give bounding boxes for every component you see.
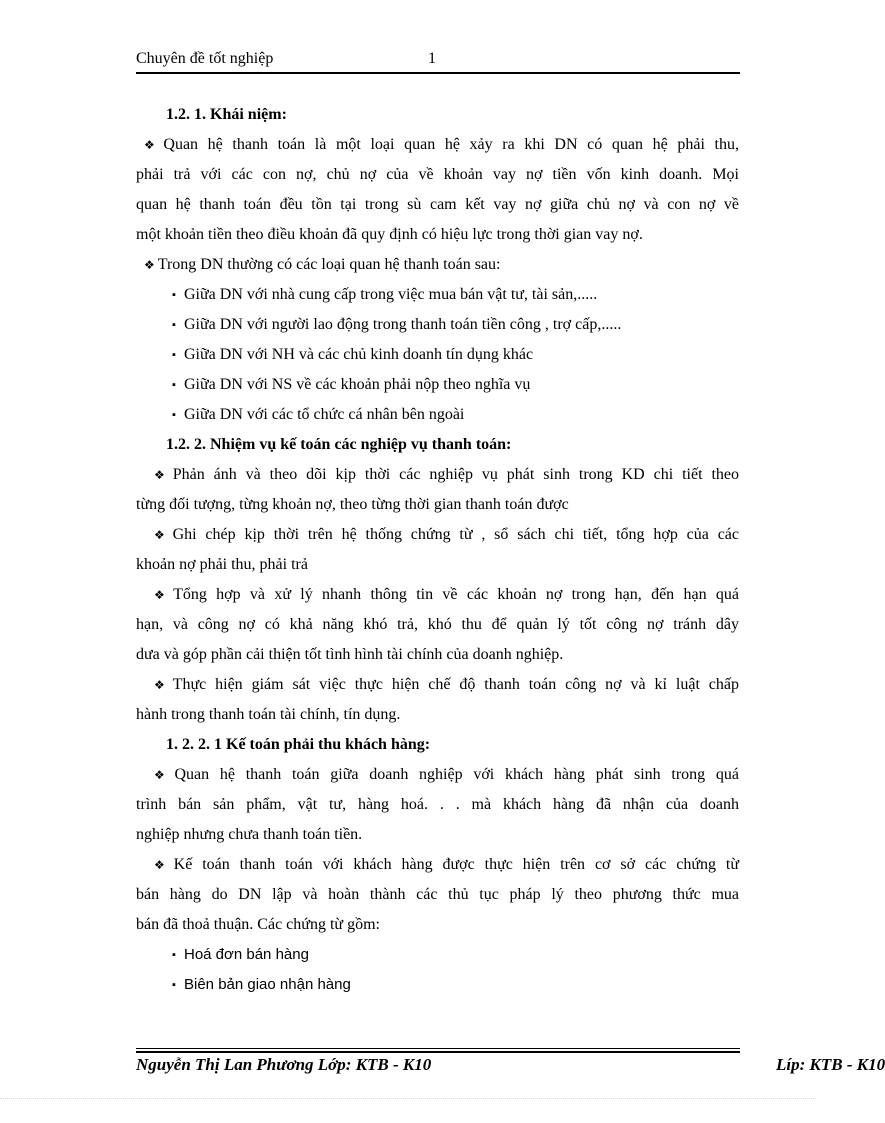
diamond-bullet-icon: ❖ — [154, 468, 170, 482]
diamond-bullet-icon: ❖ — [144, 138, 161, 152]
paragraph-line: ❖ Phản ánh và theo dõi kịp thời các nghiệp vụ phát sinh trong KD chi tiết theo — [154, 466, 739, 483]
paragraph-line: phải trả với các con nợ, chủ nợ của về khoản vay nợ tiền vốn kinh doanh. Mọi — [136, 166, 739, 183]
paragraph-line: ❖ Quan hệ thanh toán giữa doanh nghiệp với khách hàng phát sinh trong quá — [154, 766, 739, 783]
paragraph-line: ❖ Ghi chép kịp thời trên hệ thống chứng từ , sổ sách chi tiết, tổng hợp của các — [154, 526, 739, 543]
document-body — [136, 100, 739, 1000]
diamond-bullet-icon: ❖ — [154, 678, 170, 692]
page-number: 1 — [428, 50, 436, 67]
page-header — [136, 50, 740, 74]
footer-class: Líp: KTB - K10 — [776, 1055, 885, 1074]
paragraph-line: hành trong thanh toán tài chính, tín dụng. — [136, 706, 401, 723]
paragraph-line: ❖ Quan hệ thanh toán là một loại quan hệ xảy ra khi DN có quan hệ phải thu, — [144, 136, 739, 153]
paragraph-line: nghiệp nhưng chưa thanh toán tiền. — [136, 826, 363, 843]
list-item: ▪ Giữa DN với các tổ chức cá nhân bên ngoài — [136, 400, 739, 430]
list-item: ▪ Biên bản giao nhận hàng — [136, 970, 739, 1000]
section-heading: 1.2. 2. Nhiệm vụ kế toán các nghiệp vụ thanh toán: — [166, 436, 512, 453]
paragraph-line: từng đối tượng, từng khoản nợ, theo từng thời gian thanh toán được — [136, 496, 569, 513]
diamond-bullet-icon: ❖ — [154, 768, 172, 782]
section-heading: 1. 2. 2. 1 Kế toán phải thu khách hàng: — [166, 736, 431, 753]
square-bullet-icon: ▪ — [172, 289, 176, 301]
section-heading: 1.2. 1. Khái niệm: — [166, 106, 287, 123]
square-bullet-icon: ▪ — [172, 319, 176, 331]
square-bullet-icon: ▪ — [172, 349, 176, 361]
paragraph-line: ❖ Tổng hợp và xử lý nhanh thông tin về các khoản nợ trong hạn, đến hạn quá — [154, 586, 739, 603]
paragraph-line: khoản nợ phải thu, phải trả — [136, 556, 308, 573]
list-item: ▪ Giữa DN với người lao động trong thanh toán tiền công , trợ cấp,..... — [136, 310, 739, 340]
list-item: ▪ Hoá đơn bán hàng — [136, 940, 739, 970]
square-bullet-icon: ▪ — [172, 379, 176, 391]
paragraph-line: hạn, và công nợ có khả năng khó trả, khó thu để quản lý tốt công nợ tránh dây — [136, 616, 739, 633]
paragraph-line: ❖ Thực hiện giám sát việc thực hiện chế độ thanh toán công nợ và kỉ luật chấp — [154, 676, 740, 693]
paragraph-line: một khoản tiền theo điều khoản đã quy định có hiệu lực trong thời gian vay nợ. — [136, 226, 643, 243]
footer-author: Nguyễn Thị Lan Phương Lớp: KTB - K10 — [136, 1055, 432, 1074]
footer-divider-thick — [136, 1051, 740, 1053]
diamond-bullet-icon: ❖ — [154, 858, 171, 872]
square-bullet-icon: ▪ — [172, 949, 176, 961]
square-bullet-icon: ▪ — [172, 409, 176, 421]
diamond-bullet-icon: ❖ — [154, 588, 171, 602]
paragraph-line: dưa và góp phần cải thiện tốt tình hình tài chính của doanh nghiệp. — [136, 646, 564, 663]
list-item: ▪ Giữa DN với NS về các khoản phải nộp theo nghĩa vụ — [136, 370, 739, 400]
list-item: ▪ Giữa DN với nhà cung cấp trong việc mua bán vật tư, tài sản,..... — [136, 280, 739, 310]
paragraph-line: bán đã thoả thuận. Các chứng từ gồm: — [136, 916, 380, 933]
paragraph-line: trình bán sản phẩm, vật tư, hàng hoá. . . mà khách hàng đã nhận của doanh — [136, 796, 739, 813]
list-item: ▪ Giữa DN với NH và các chủ kinh doanh tín dụng khác — [136, 340, 739, 370]
diamond-bullet-icon: ❖ — [154, 528, 170, 542]
paragraph-line: quan hệ thanh toán đều tồn tại trong sù cam kết vay nợ giữa chủ nợ và con nợ về — [136, 196, 739, 213]
paragraph-line: ❖ Trong DN thường có các loại quan hệ thanh toán sau: — [144, 256, 501, 273]
paragraph-line: ❖ Kế toán thanh toán với khách hàng được thực hiện trên cơ sở các chứng từ — [154, 856, 740, 873]
footer-divider — [136, 1048, 740, 1049]
diamond-bullet-icon: ❖ — [144, 258, 155, 272]
square-bullet-icon: ▪ — [172, 979, 176, 991]
paragraph-line: bán hàng do DN lập và hoàn thành các thủ tục pháp lý theo phương thức mua — [136, 886, 739, 903]
document-title: Chuyên đề tốt nghiệp — [136, 50, 274, 67]
page-edge-divider — [0, 1098, 816, 1099]
